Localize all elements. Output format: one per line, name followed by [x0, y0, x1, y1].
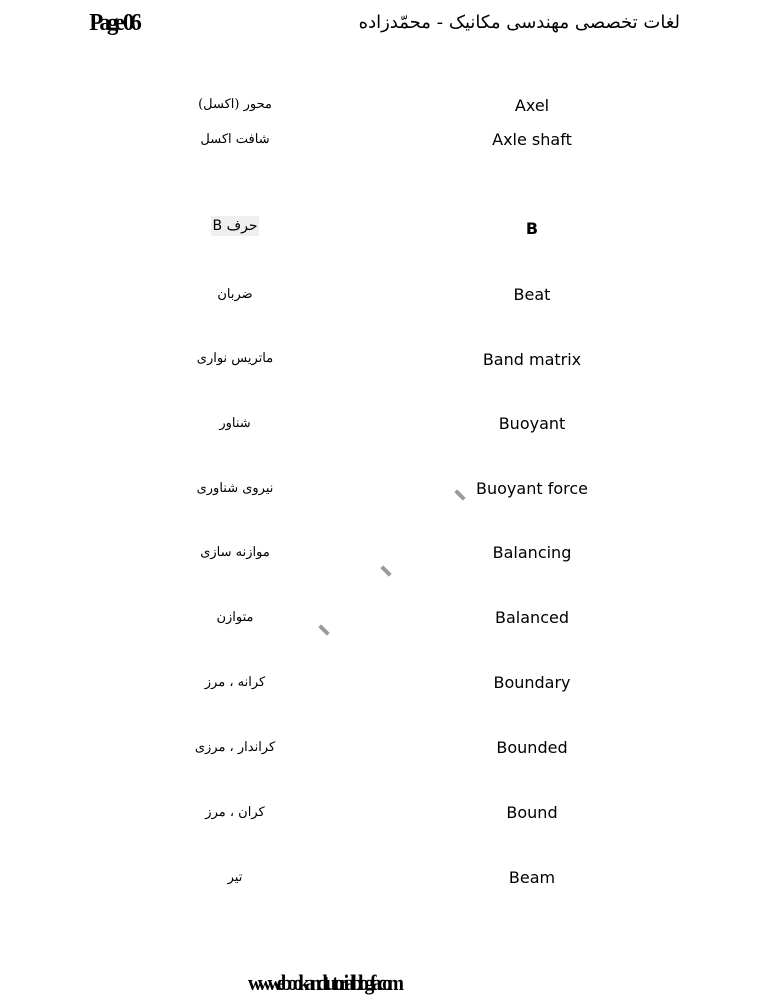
term-fa: ماتریس نواری — [196, 351, 274, 366]
term-fa: ضربان — [217, 287, 253, 302]
term-en: Beat — [513, 285, 551, 304]
term-fa: نیروی شناوری — [196, 481, 274, 496]
page-number-label: Page 06 — [89, 10, 139, 36]
term-en: Buoyant force — [476, 479, 588, 498]
term-en: Buoyant — [498, 414, 566, 433]
term-fa: کرانه ، مرز — [204, 675, 266, 690]
term-fa: محور (اکسل) — [198, 97, 272, 112]
footer-url: www.ebookandtutorial.blogfa.com — [248, 970, 400, 995]
scan-mark — [318, 624, 329, 635]
term-en: Beam — [508, 868, 556, 887]
term-en: Bounded — [496, 738, 568, 757]
term-fa: شناور — [219, 416, 251, 431]
scan-mark — [380, 565, 391, 576]
term-fa: کران ، مرز — [205, 805, 265, 820]
term-fa: موازنه سازی — [200, 545, 270, 560]
term-fa: تیر — [227, 870, 243, 885]
term-en: Balanced — [495, 608, 569, 627]
term-en: Bound — [506, 803, 558, 822]
term-en: Axel — [514, 96, 550, 115]
term-en: Boundary — [493, 673, 571, 692]
section-letter-en: B — [525, 219, 539, 238]
section-letter-fa: حرف B — [212, 218, 258, 234]
term-fa: شافت اکسل — [200, 132, 270, 147]
term-en: Balancing — [492, 543, 572, 562]
term-en: Band matrix — [482, 350, 582, 369]
term-fa: متوازن — [216, 610, 254, 625]
document-title: لغات تخصصی مهندسی مکانیک - محمّدزاده — [358, 12, 680, 33]
term-fa: کراندار ، مرزی — [194, 740, 276, 755]
term-en: Axle shaft — [492, 130, 572, 149]
